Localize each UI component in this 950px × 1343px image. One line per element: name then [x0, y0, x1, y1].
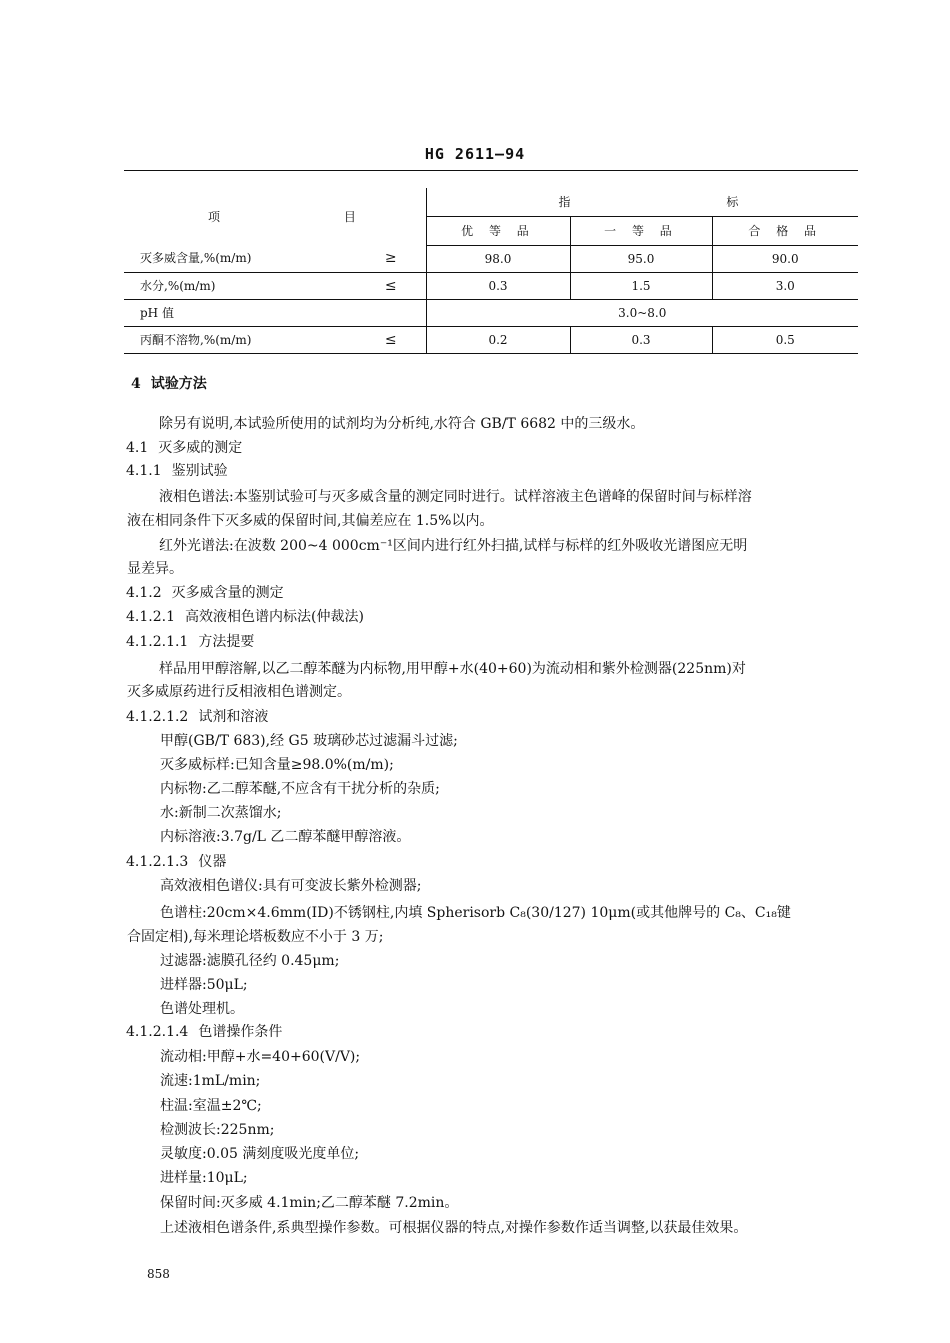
condition-item: 灵敏度:0.05 满刻度吸光度单位;: [160, 1146, 360, 1162]
condition-item: 流速:1mL/min;: [160, 1073, 261, 1089]
row-operator: [356, 299, 426, 326]
row-operator: ≤: [356, 272, 426, 299]
row-operator: ≤: [356, 326, 426, 353]
table-row: [124, 245, 858, 272]
instrument-item: 进样器:50μL;: [160, 977, 248, 993]
column-line2: 合固定相),每米理论塔板数应不小于 3 万;: [127, 929, 384, 945]
page-number: 858: [147, 1267, 170, 1281]
item-header-right: 目: [343, 209, 356, 224]
reagent-item: 内标物:乙二醇苯醚,不应含有干扰分析的杂质;: [160, 781, 440, 797]
summary-line2: 灭多威原药进行反相液相色谱测定。: [127, 684, 351, 700]
grade-header-qualified: 合 格 品: [712, 216, 858, 245]
row-value: 90.0: [712, 245, 858, 272]
condition-item: 进样量:10μL;: [160, 1170, 248, 1186]
row-name: pH 值: [124, 299, 356, 326]
instrument-item: 色谱处理机。: [160, 1001, 244, 1017]
row-value: 0.3: [570, 326, 712, 353]
section-4-1-2-1-4-heading: 4.1.2.1.4 色谱操作条件: [126, 1024, 283, 1040]
section-4-1-2-1-2-heading: 4.1.2.1.2 试剂和溶液: [126, 709, 269, 725]
standard-code-header: HG 2611—94: [424, 145, 526, 163]
ir-method-line1: 红外光谱法:在波数 200~4 000cm⁻¹区间内进行红外扫描,试样与标样的红外吸收光谱图应无明: [159, 538, 748, 554]
condition-item: 保留时间:灭多威 4.1min;乙二醇苯醚 7.2min。: [160, 1195, 459, 1211]
table-row: [124, 326, 858, 353]
lc-method-line2: 液在相同条件下灭多威的保留时间,其偏差应在 1.5%以内。: [127, 513, 494, 529]
reagent-item: 内标溶液:3.7g/L 乙二醇苯醚甲醇溶液。: [160, 829, 411, 845]
index-header-cell: [426, 188, 858, 216]
grade-header-premium: 优 等 品: [426, 216, 570, 245]
closing-paragraph: 上述液相色谱条件,系典型操作参数。可根据仪器的特点,对操作参数作适当调整,以获最佳效果。: [160, 1220, 748, 1236]
row-name: 丙酮不溶物,%(m/m): [124, 326, 356, 353]
grade-header-first: 一 等 品: [570, 216, 712, 245]
section-4-1-2-heading: 4.1.2 灭多威含量的测定: [126, 585, 284, 601]
summary-line1: 样品用甲醇溶解,以乙二醇苯醚为内标物,用甲醇+水(40+60)为流动相和紫外检测器(225nm)对: [159, 661, 746, 677]
table-row: [124, 299, 858, 326]
row-merged-value: 3.0~8.0: [426, 299, 858, 326]
row-value: 98.0: [426, 245, 570, 272]
row-name: 灭多威含量,%(m/m): [124, 245, 356, 272]
ir-method-line2: 显差异。: [127, 561, 183, 577]
condition-item: 检测波长:225nm;: [160, 1122, 275, 1138]
section-4-1-2-1-1-heading: 4.1.2.1.1 方法提要: [126, 634, 255, 650]
row-value: 0.2: [426, 326, 570, 353]
section-4-1-2-1-3-heading: 4.1.2.1.3 仪器: [126, 854, 227, 870]
item-header-left: 项: [208, 209, 221, 224]
section-4-heading: 4 试验方法: [131, 376, 207, 392]
row-value: 0.5: [712, 326, 858, 353]
column-line1: 色谱柱:20cm×4.6mm(ID)不锈钢柱,内填 Spherisorb C₈(30/127) 10μm(或其他牌号的 C₈、C₁₈键: [160, 905, 791, 921]
item-header-cell: [124, 188, 426, 245]
row-value: 95.0: [570, 245, 712, 272]
header-rule: [124, 170, 858, 171]
condition-item: 流动相:甲醇+水=40+60(V/V);: [160, 1049, 361, 1065]
index-header-right: 标: [726, 194, 739, 209]
quality-index-table: [124, 188, 858, 354]
row-name: 水分,%(m/m): [124, 272, 356, 299]
instrument-item: 过滤器:滤膜孔径约 0.45μm;: [160, 953, 340, 969]
table-row: [124, 272, 858, 299]
instrument-item: 高效液相色谱仪:具有可变波长紫外检测器;: [160, 878, 422, 894]
intro-paragraph: 除另有说明,本试验所使用的试剂均为分析纯,水符合 GB/T 6682 中的三级水。: [159, 416, 645, 432]
section-4-1-1-heading: 4.1.1 鉴别试验: [126, 463, 228, 479]
row-value: 0.3: [426, 272, 570, 299]
row-value: 1.5: [570, 272, 712, 299]
section-4-1-2-1-heading: 4.1.2.1 高效液相色谱内标法(仲裁法): [126, 609, 364, 625]
index-header-left: 指: [558, 194, 571, 209]
row-value: 3.0: [712, 272, 858, 299]
row-operator: ≥: [356, 245, 426, 272]
lc-method-line1: 液相色谱法:本鉴别试验可与灭多威含量的测定同时进行。试样溶液主色谱峰的保留时间与标样溶: [159, 489, 752, 505]
condition-item: 柱温:室温±2℃;: [160, 1098, 262, 1114]
reagent-item: 灭多威标样:已知含量≥98.0%(m/m);: [160, 757, 394, 773]
reagent-item: 甲醇(GB/T 683),经 G5 玻璃砂芯过滤漏斗过滤;: [160, 733, 458, 749]
reagent-item: 水:新制二次蒸馏水;: [160, 805, 282, 821]
section-4-1-heading: 4.1 灭多威的测定: [126, 440, 243, 456]
